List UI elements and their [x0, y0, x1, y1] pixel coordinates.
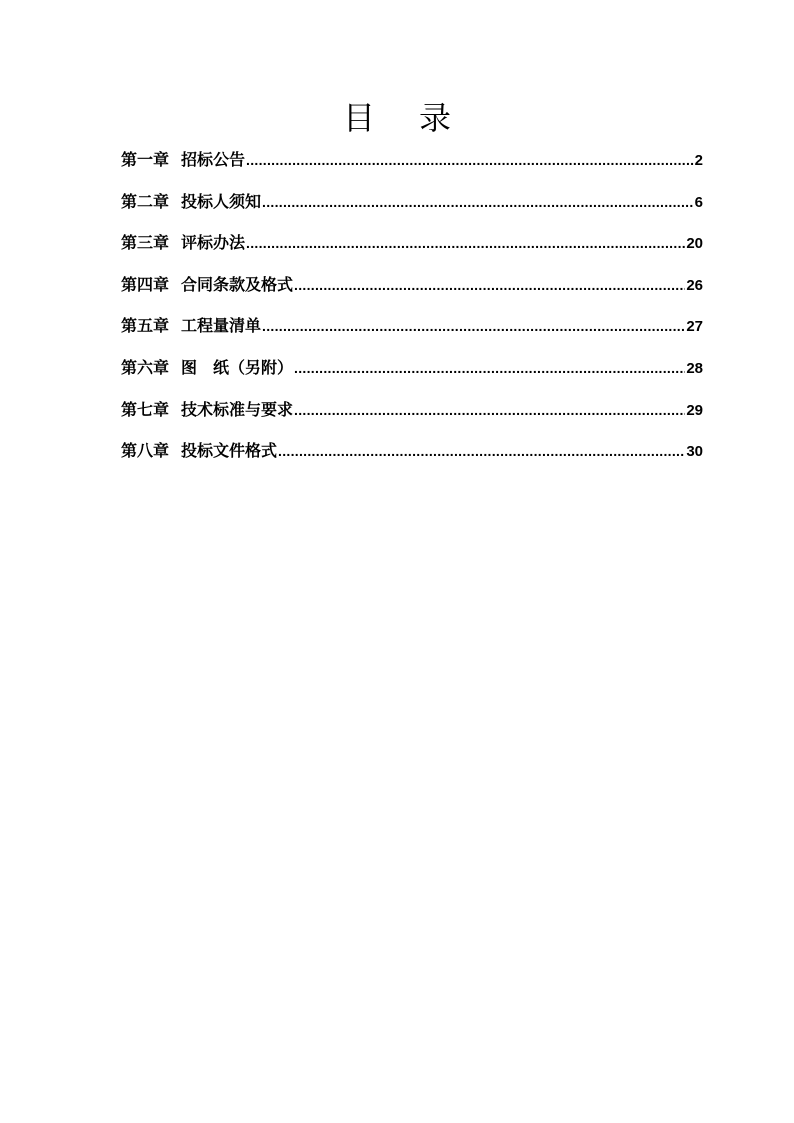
toc-entry-chapter-7[interactable] — [121, 398, 703, 440]
toc-dot-leader — [246, 148, 694, 172]
toc-chapter-number: 第五章 — [121, 316, 170, 336]
toc-entry-chapter-4[interactable] — [121, 273, 703, 315]
toc-chapter-title: 图 纸（另附） — [181, 357, 294, 377]
toc-page-number: 28 — [686, 359, 703, 377]
toc-page-number: 27 — [686, 318, 703, 336]
toc-page-number: 30 — [686, 443, 703, 461]
toc-chapter-number: 第二章 — [121, 191, 170, 211]
table-of-contents — [121, 148, 703, 481]
toc-entry-chapter-2[interactable] — [121, 190, 703, 232]
toc-chapter-number: 第四章 — [121, 274, 170, 294]
toc-dot-leader — [294, 356, 685, 380]
toc-page-number: 29 — [686, 401, 703, 419]
toc-entry-chapter-5[interactable] — [121, 314, 703, 356]
toc-chapter-number: 第一章 — [121, 150, 170, 169]
toc-entry-chapter-6[interactable] — [121, 356, 703, 398]
toc-chapter-number: 第六章 — [121, 357, 170, 377]
toc-heading — [0, 96, 794, 140]
toc-dot-leader — [294, 398, 685, 422]
toc-chapter-title: 技术标准与要求 — [181, 399, 294, 419]
toc-entry-chapter-3[interactable] — [121, 231, 703, 273]
toc-dot-leader — [294, 273, 685, 297]
toc-dot-leader — [262, 314, 685, 338]
toc-heading-char-2: 录 — [419, 99, 452, 137]
toc-chapter-title: 投标人须知 — [181, 191, 262, 211]
toc-entry-chapter-8[interactable] — [121, 439, 703, 481]
toc-entry-chapter-1[interactable] — [121, 148, 703, 190]
toc-dot-leader — [262, 190, 694, 214]
toc-page-number: 20 — [686, 235, 703, 253]
toc-page-number: 2 — [694, 152, 703, 169]
toc-dot-leader — [278, 439, 685, 463]
toc-chapter-title: 评标办法 — [181, 233, 246, 253]
toc-page-number: 26 — [686, 276, 703, 294]
toc-page-number: 6 — [694, 193, 703, 211]
toc-dot-leader — [246, 231, 685, 255]
toc-chapter-number: 第七章 — [121, 399, 170, 419]
toc-heading-char-1: 目 — [342, 99, 375, 137]
toc-chapter-number: 第八章 — [121, 441, 170, 461]
toc-chapter-title: 工程量清单 — [181, 316, 262, 336]
toc-chapter-title: 招标公告 — [181, 150, 246, 169]
toc-chapter-title: 合同条款及格式 — [181, 274, 294, 294]
toc-chapter-title: 投标文件格式 — [181, 441, 278, 461]
toc-chapter-number: 第三章 — [121, 233, 170, 253]
